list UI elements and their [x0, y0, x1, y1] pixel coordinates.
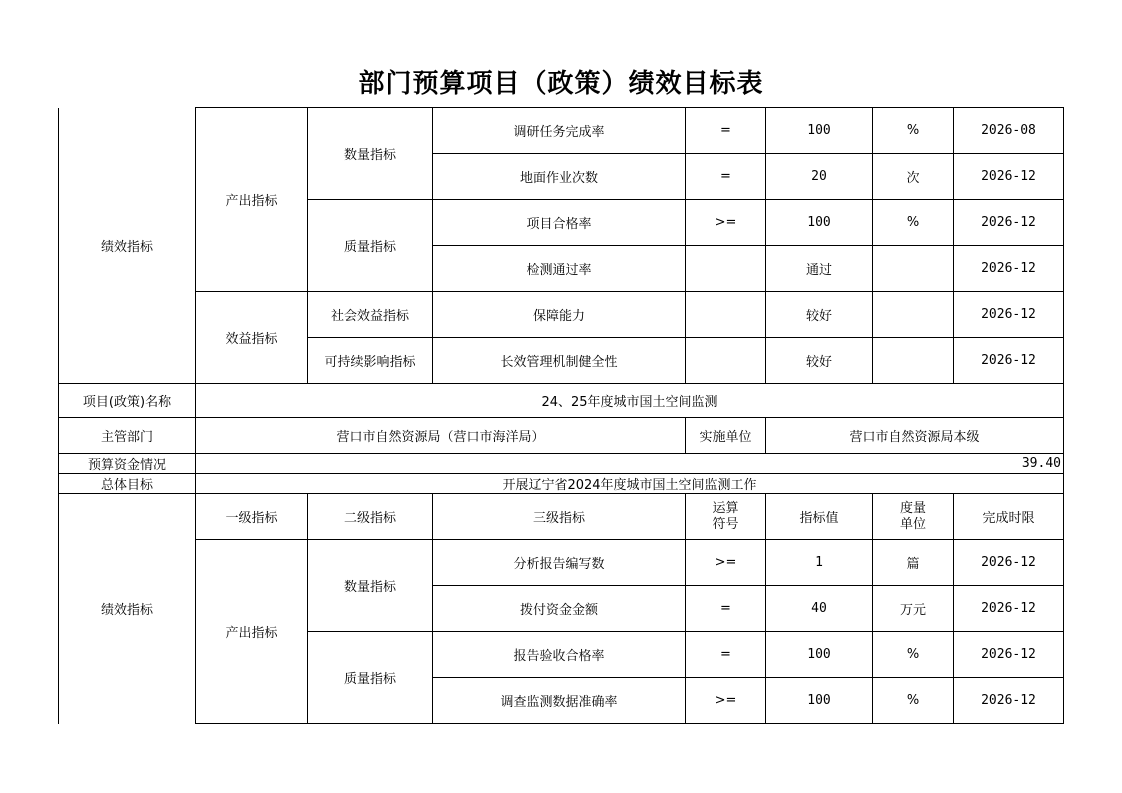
budget-label: 预算资金情况: [59, 454, 196, 474]
indicator-name: 调查监测数据准确率: [433, 678, 686, 724]
indicator-deadline: 2026-12: [954, 292, 1064, 338]
indicator-value: 较好: [766, 292, 873, 338]
indicator-unit: %: [873, 678, 954, 724]
indicator-unit: 篇: [873, 540, 954, 586]
indicator-deadline: 2026-12: [954, 200, 1064, 246]
goal-label: 总体目标: [59, 474, 196, 494]
indicator-value: 40: [766, 586, 873, 632]
header-level1: 一级指标: [196, 494, 308, 540]
indicator-unit: %: [873, 200, 954, 246]
header-unit: 度量单位: [873, 494, 954, 540]
indicator-deadline: 2026-12: [954, 632, 1064, 678]
upper-level2-sustainable: 可持续影响指标: [308, 338, 433, 384]
indicator-deadline: 2026-08: [954, 108, 1064, 154]
indicator-name: 保障能力: [433, 292, 686, 338]
lower-level2-quantity: 数量指标: [308, 540, 433, 632]
indicator-name: 分析报告编写数: [433, 540, 686, 586]
header-op: 运算符号: [686, 494, 766, 540]
indicator-op: [686, 292, 766, 338]
indicator-value: 通过: [766, 246, 873, 292]
upper-level2-quantity: 数量指标: [308, 108, 433, 200]
indicator-unit: [873, 338, 954, 384]
indicator-unit: %: [873, 108, 954, 154]
indicator-name: 地面作业次数: [433, 154, 686, 200]
indicator-deadline: 2026-12: [954, 246, 1064, 292]
upper-level1-output: 产出指标: [196, 108, 308, 292]
header-level3: 三级指标: [433, 494, 686, 540]
indicator-name: 报告验收合格率: [433, 632, 686, 678]
indicator-deadline: 2026-12: [954, 338, 1064, 384]
budget-value: 39.40: [196, 454, 1064, 474]
indicator-value: 20: [766, 154, 873, 200]
upper-level2-social: 社会效益指标: [308, 292, 433, 338]
indicator-deadline: 2026-12: [954, 540, 1064, 586]
indicator-value: 100: [766, 108, 873, 154]
lower-section-label: 绩效指标: [59, 494, 196, 724]
project-name-label: 项目(政策)名称: [59, 384, 196, 418]
indicator-name: 拨付资金金额: [433, 586, 686, 632]
lower-level1-output: 产出指标: [196, 540, 308, 724]
indicator-unit: 万元: [873, 586, 954, 632]
lower-level2-quality: 质量指标: [308, 632, 433, 724]
indicator-op: >=: [686, 678, 766, 724]
goal-value: 开展辽宁省2024年度城市国土空间监测工作: [196, 474, 1064, 494]
indicator-name: 检测通过率: [433, 246, 686, 292]
impl-value: 营口市自然资源局本级: [766, 418, 1064, 454]
indicator-deadline: 2026-12: [954, 678, 1064, 724]
indicator-name: 长效管理机制健全性: [433, 338, 686, 384]
indicator-op: >=: [686, 540, 766, 586]
indicator-unit: [873, 292, 954, 338]
indicator-name: 项目合格率: [433, 200, 686, 246]
indicator-op: =: [686, 108, 766, 154]
header-value: 指标值: [766, 494, 873, 540]
indicator-unit: [873, 246, 954, 292]
indicator-name: 调研任务完成率: [433, 108, 686, 154]
page-title: 部门预算项目（政策）绩效目标表: [358, 69, 764, 99]
dept-value: 营口市自然资源局（营口市海洋局）: [196, 418, 686, 454]
indicator-value: 1: [766, 540, 873, 586]
indicator-value: 100: [766, 200, 873, 246]
indicator-value: 较好: [766, 338, 873, 384]
dept-label: 主管部门: [59, 418, 196, 454]
header-deadline: 完成时限: [954, 494, 1064, 540]
indicator-unit: %: [873, 632, 954, 678]
indicator-op: [686, 246, 766, 292]
indicator-unit: 次: [873, 154, 954, 200]
indicator-value: 100: [766, 678, 873, 724]
indicator-op: [686, 338, 766, 384]
impl-label: 实施单位: [686, 418, 766, 454]
header-level2: 二级指标: [308, 494, 433, 540]
project-name-value: 24、25年度城市国土空间监测: [196, 384, 1064, 418]
indicator-op: =: [686, 586, 766, 632]
indicator-op: =: [686, 154, 766, 200]
indicator-op: =: [686, 632, 766, 678]
indicator-deadline: 2026-12: [954, 154, 1064, 200]
upper-section-label: 绩效指标: [59, 108, 196, 384]
upper-level2-quality: 质量指标: [308, 200, 433, 292]
indicator-deadline: 2026-12: [954, 586, 1064, 632]
indicator-value: 100: [766, 632, 873, 678]
performance-target-table: [58, 107, 1064, 724]
indicator-op: >=: [686, 200, 766, 246]
upper-level1-benefit: 效益指标: [196, 292, 308, 384]
